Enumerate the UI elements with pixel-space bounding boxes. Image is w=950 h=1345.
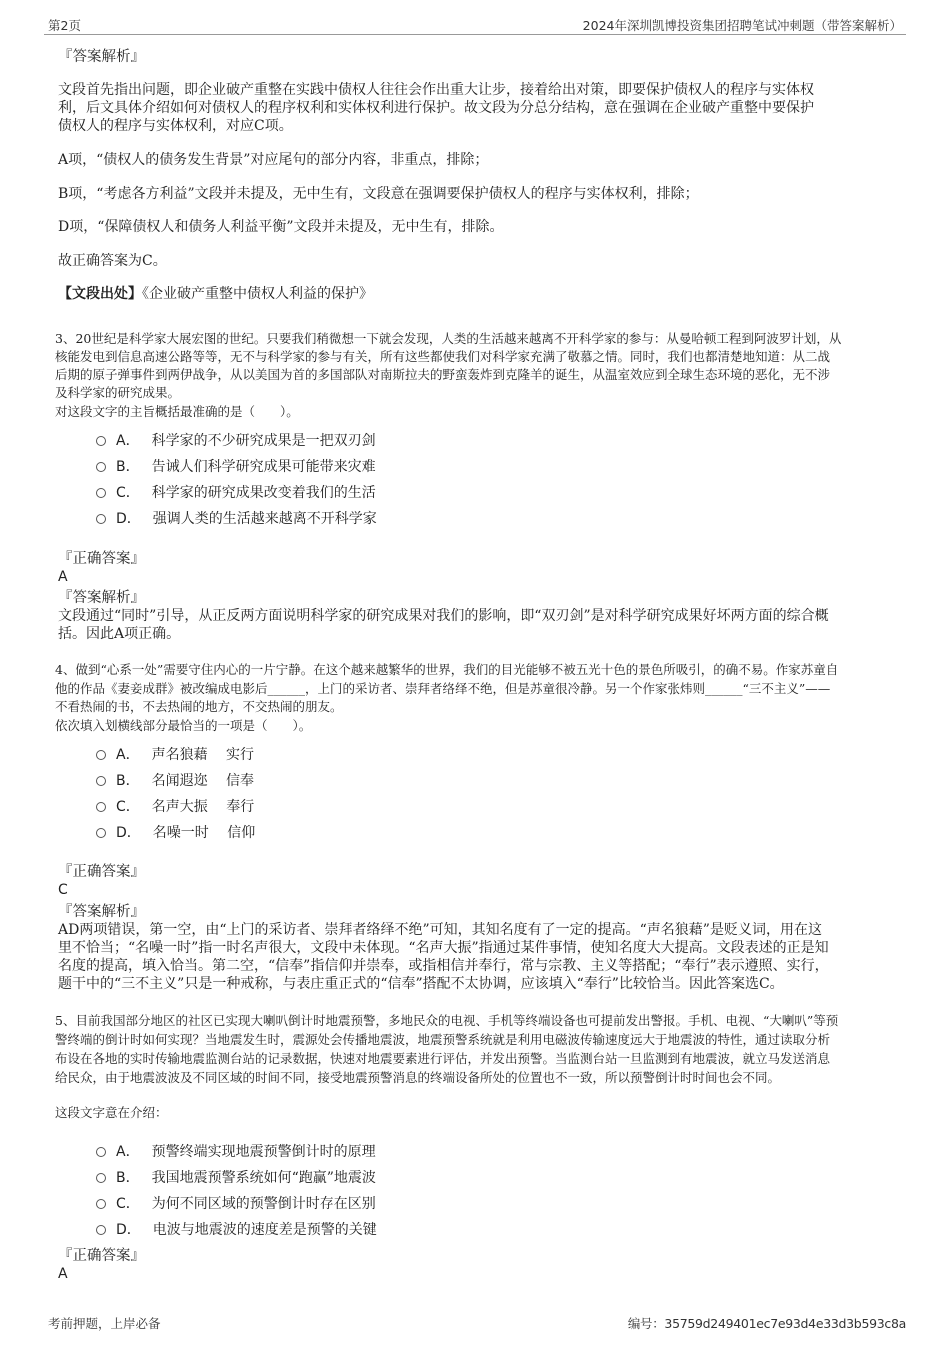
document-title: 2024年深圳凯博投资集团招聘笔试冲刺题（带答案解析） bbox=[582, 18, 902, 33]
radio-button-icon[interactable] bbox=[96, 1199, 106, 1209]
radio-button-icon[interactable] bbox=[96, 1173, 106, 1183]
question-5-text-line: 布设在各地的实时传输地震监测台站的记录数据，快速对地震要素进行评估，并发出预警。当监测台站一旦监测到有地震波，就立马发送消息 bbox=[55, 1051, 831, 1066]
answer-heading: 『正确答案』 bbox=[58, 1248, 145, 1264]
question-5-text-line: 5、目前我国部分地区的社区已实现大喇叭倒计时地震预警，多地民众的电视、手机等终端设备也可提前发出警报。手机、电视、“大喇叭”等预 bbox=[55, 1013, 839, 1028]
q5-option-d[interactable]: D． 电波与地震波的速度差是预警的关键 bbox=[96, 1219, 377, 1239]
analysis-conclusion: 故正确答案为C。 bbox=[58, 253, 167, 269]
q4-option-a[interactable]: A． 声名狼藉 实行 bbox=[96, 744, 254, 764]
question-4-text-line: 4、做到“心系一处”需要守住内心的一片宁静。在这个越来越繁华的世界，我们的目光能够不被五光十色的景色所吸引，的确不易。作家苏童自 bbox=[55, 662, 839, 677]
q5-option-b[interactable]: B． 我国地震预警系统如何“跑赢”地震波 bbox=[96, 1167, 376, 1187]
question-3-text-line: 后期的原子弹事件到两伊战争，从以美国为首的多国部队对南斯拉夫的野蛮轰炸到克隆羊的诞生，从温室效应到全球生态环境的恶化，无不涉 bbox=[55, 367, 831, 382]
question-3-prompt: 对这段文字的主旨概括最准确的是（ ）。 bbox=[55, 404, 299, 419]
radio-button-icon[interactable] bbox=[96, 514, 106, 524]
analysis-text-line: 利，后文具体介绍如何对债权人的程序权利和实体权利进行保护。故文段为分总分结构，意在强调在企业破产重整中要保护 bbox=[58, 100, 814, 116]
q5-option-a[interactable]: A． 预警终端实现地震预警倒计时的原理 bbox=[96, 1141, 376, 1161]
question-4-text-line: 他的作品《妻妾成群》被改编成电影后______，上门的采访者、崇拜者络绎不绝，但是苏童很冷静。另一个作家张炜则______“三不主义”—— bbox=[55, 681, 831, 696]
analysis-text-line: 名度的提高，填入恰当。第二空，“信奉”指信仰并崇奉，或指相信并奉行，常与宗教、主义等搭配；“奉行”表示遵照、实行， bbox=[58, 958, 829, 974]
q4-option-d[interactable]: D． 名噪一时 信仰 bbox=[96, 822, 255, 842]
question-3-text-line: 及科学家的研究成果。 bbox=[55, 385, 181, 400]
question-4-prompt: 依次填入划横线部分最恰当的一项是（ ）。 bbox=[55, 718, 312, 733]
analysis-text-line: 债权人的程序与实体权利，对应C项。 bbox=[58, 118, 293, 134]
question-4-text-line: 不看热闹的书，不去热闹的地方，不交热闹的朋友。 bbox=[55, 699, 343, 714]
analysis-option-b: B项，“考虑各方利益”文段并未提及，无中生有，文段意在强调要保护债权人的程序与实体权利，排除； bbox=[58, 186, 699, 202]
footer-slogan: 考前押题，上岸必备 bbox=[48, 1316, 161, 1331]
radio-button-icon[interactable] bbox=[96, 1225, 106, 1235]
q4-option-c[interactable]: C． 名声大振 奉行 bbox=[96, 796, 254, 816]
radio-button-icon[interactable] bbox=[96, 436, 106, 446]
question-3-text-line: 核能发电到信息高速公路等等，无不与科学家的参与有关，所有这些都使我们对科学家充满了敬慕之情。同时，我们也都清楚地知道：从二战 bbox=[55, 349, 831, 364]
document-id: 编号：35759d249401ec7e93d4e33d3b593c8a bbox=[627, 1316, 906, 1331]
source-citation bbox=[58, 286, 373, 303]
radio-button-icon[interactable] bbox=[96, 750, 106, 760]
q3-option-d[interactable]: D． 强调人类的生活越来越离不开科学家 bbox=[96, 508, 377, 528]
answer-heading: 『正确答案』 bbox=[58, 864, 145, 880]
q3-option-a[interactable]: A． 科学家的不少研究成果是一把双刃剑 bbox=[96, 430, 376, 450]
radio-button-icon[interactable] bbox=[96, 1147, 106, 1157]
analysis-heading: 『答案解析』 bbox=[58, 590, 145, 606]
q5-option-c[interactable]: C． 为何不同区域的预警倒计时存在区别 bbox=[96, 1193, 376, 1213]
analysis-option-d: D项，“保障债权人和债务人利益平衡”文段并未提及，无中生有，排除。 bbox=[58, 219, 504, 235]
analysis-text-line: 题干中的“三不主义”只是一种戒称，与表庄重正式的“信奉”搭配不太协调，应该填入“奉行”比较恰当。因此答案选C。 bbox=[58, 976, 784, 992]
q3-option-c[interactable]: C． 科学家的研究成果改变着我们的生活 bbox=[96, 482, 376, 502]
analysis-text-line: 里不恰当；“名噪一时”指一时名声很大，文段中未体现。“名声大振”指通过某件事情，使知名度大大提高。文段表述的正是知 bbox=[58, 940, 829, 956]
analysis-text-line: AD两项错误，第一空，由“上门的采访者、崇拜者络绎不绝”可知，其知名度有了一定的提高。“声名狼藉”是贬义词，用在这 bbox=[58, 922, 822, 938]
source-title: 《企业破产重整中债权人利益的保护》 bbox=[142, 286, 373, 302]
radio-button-icon[interactable] bbox=[96, 802, 106, 812]
analysis-heading: 『答案解析』 bbox=[58, 904, 145, 920]
radio-button-icon[interactable] bbox=[96, 462, 106, 472]
q3-option-b[interactable]: B． 告诫人们科学研究成果可能带来灾难 bbox=[96, 456, 376, 476]
analysis-text-line: 括。因此A项正确。 bbox=[58, 626, 181, 642]
page-footer bbox=[44, 1312, 906, 1332]
analysis-text-line: 文段通过“同时”引导，从正反两方面说明科学家的研究成果对我们的影响，即“双刃剑”是对科学研究成果好坏两方面的综合概 bbox=[58, 608, 829, 624]
correct-answer: C bbox=[58, 882, 68, 898]
correct-answer: A bbox=[58, 1266, 68, 1282]
question-5-text-line: 警终端的倒计时如何实现？当地震发生时，震源处会传播地震波，地震预警系统就是利用电磁波传输速度远大于地震波的特性，通过读取分析 bbox=[55, 1032, 831, 1047]
analysis-option-a: A项，“债权人的债务发生背景”对应尾句的部分内容，非重点，排除； bbox=[58, 152, 489, 168]
page-header bbox=[44, 14, 906, 35]
analysis-heading: 『答案解析』 bbox=[58, 49, 145, 65]
radio-button-icon[interactable] bbox=[96, 776, 106, 786]
page-number: 第2页 bbox=[48, 18, 81, 33]
correct-answer: A bbox=[58, 569, 68, 585]
answer-heading: 『正确答案』 bbox=[58, 551, 145, 567]
radio-button-icon[interactable] bbox=[96, 488, 106, 498]
question-5-text-line: 给民众，由于地震波波及不同区域的时间不同，接受地震预警消息的终端设备所处的位置也不一致，所以预警倒计时时间也会不同。 bbox=[55, 1070, 781, 1085]
analysis-text-line: 文段首先指出问题，即企业破产重整在实践中债权人往往会作出重大让步，接着给出对策，即要保护债权人的程序与实体权 bbox=[58, 82, 814, 98]
q4-option-b[interactable]: B． 名闻遐迩 信奉 bbox=[96, 770, 254, 790]
question-3-text-line: 3、20世纪是科学家大展宏图的世纪。只要我们稍微想一下就会发现，人类的生活越来越离不开科学家的参与：从曼哈顿工程到阿波罗计划，从 bbox=[55, 331, 842, 346]
source-label: 【文段出处】 bbox=[58, 286, 142, 302]
question-5-prompt: 这段文字意在介绍： bbox=[55, 1105, 168, 1120]
radio-button-icon[interactable] bbox=[96, 828, 106, 838]
